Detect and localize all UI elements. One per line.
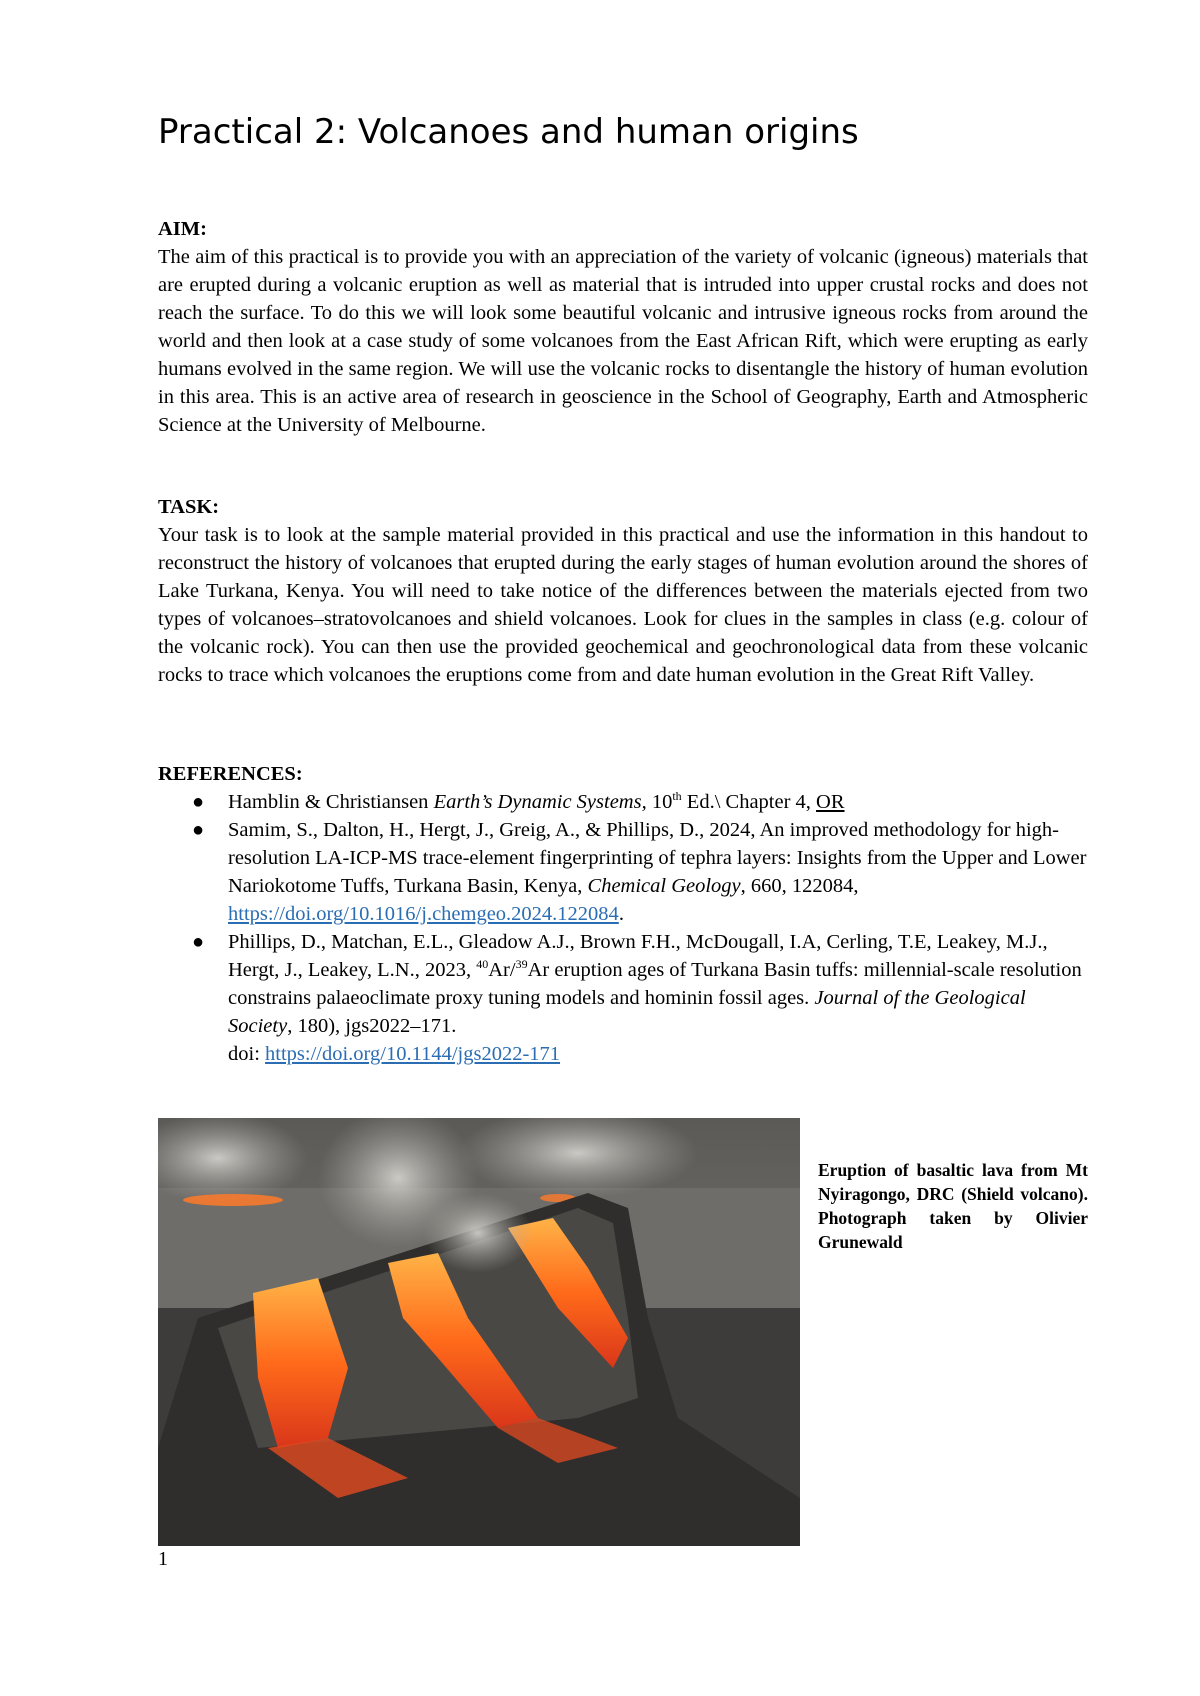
reference-item: ● Phillips, D., Matchan, E.L., Gleadow A.J., Brown F.H., McDougall, I.A, Cerling, T.E, Leakey, M.J., Hergt, J., Leakey, L.N., 2023, $^{40}$Ar/$^{39}$Ar eruption ages of Turkana Basin tuffs: millennial-scale resolution constrains palaeoclimate proxy tuning models and hominin fossil ages. Journal of the Geological Society, 180), jgs2022–171. doi: https://doi.org/10.1144/jgs2022-171 (158, 928, 1088, 1068)
task-text: Your task is to look at the sample material provided in this practical and use the information in this handout to reconstruct the history of volcanoes that erupted during the early stages of human evolution around the shores of Lake Turkana, Kenya. You will need to take notice of the differences between the materials ejected from two types of volcanoes–stratovolcanoes and shield volcanoes. Look for clues in the samples in class (e.g. colour of the volcanic rock). You can then use the provided geochemical and geochronological data from these volcanic rocks to trace which volcanoes the eruptions come from and date human evolution in the Great Rift Valley. (158, 524, 1088, 686)
task-section (158, 493, 1088, 689)
references-list (158, 788, 1088, 1068)
references-heading: REFERENCES: (158, 763, 303, 785)
page-number: 1 (158, 1548, 168, 1570)
doi-link-chemgeo[interactable]: https://doi.org/10.1016/j.chemgeo.2024.122084 (228, 903, 619, 925)
bullet-icon: ● (192, 819, 205, 841)
photo-caption: Eruption of basaltic lava from Mt Nyiragongo, DRC (Shield volcano). Photograph taken by Olivier Grunewald (818, 1160, 1088, 1252)
page-title: Practical 2: Volcanoes and human origins (158, 112, 859, 152)
bullet-icon: ● (192, 931, 205, 953)
doi-link-jgs[interactable]: https://doi.org/10.1144/jgs2022-171 (265, 1043, 561, 1065)
aim-text: The aim of this practical is to provide you with an appreciation of the variety of volcanic (igneous) materials that are erupted during a volcanic eruption as well as material that is intruded into upper crustal rocks and does not reach the surface. To do this we will look some beautiful volcanic and intrusive igneous rocks from around the world and then look at a case study of some volcanoes from the East African Rift, which were erupting as early humans evolved in the same region. We will use the volcanic rocks to disentangle the history of human evolution in this area. This is an active area of research in geoscience in the School of Geography, Earth and Atmospheric Science at the University of Melbourne. (158, 246, 1088, 436)
reference-item: ● Samim, S., Dalton, H., Hergt, J., Greig, A., & Phillips, D., 2024, An improved methodology for high-resolution LA-ICP-MS trace-element fingerprinting of tephra layers: Insights from the Upper and Lower Nariokotome Tuffs, Turkana Basin, Kenya, Chemical Geology, 660, 122084, https://doi.org/10.1016/j.chemgeo.2024.122084. (158, 816, 1088, 928)
bullet-icon: ● (192, 791, 205, 813)
references-section (158, 760, 1088, 1068)
aim-heading: AIM: (158, 218, 207, 240)
reference-item: ● Hamblin & Christiansen Earth’s Dynamic Systems, 10th Ed.\ Chapter 4, OR (158, 788, 1088, 816)
volcano-eruption-photo (158, 1118, 800, 1546)
task-heading: TASK: (158, 496, 220, 518)
aim-section (158, 215, 1088, 439)
or-link[interactable]: OR (816, 791, 845, 813)
